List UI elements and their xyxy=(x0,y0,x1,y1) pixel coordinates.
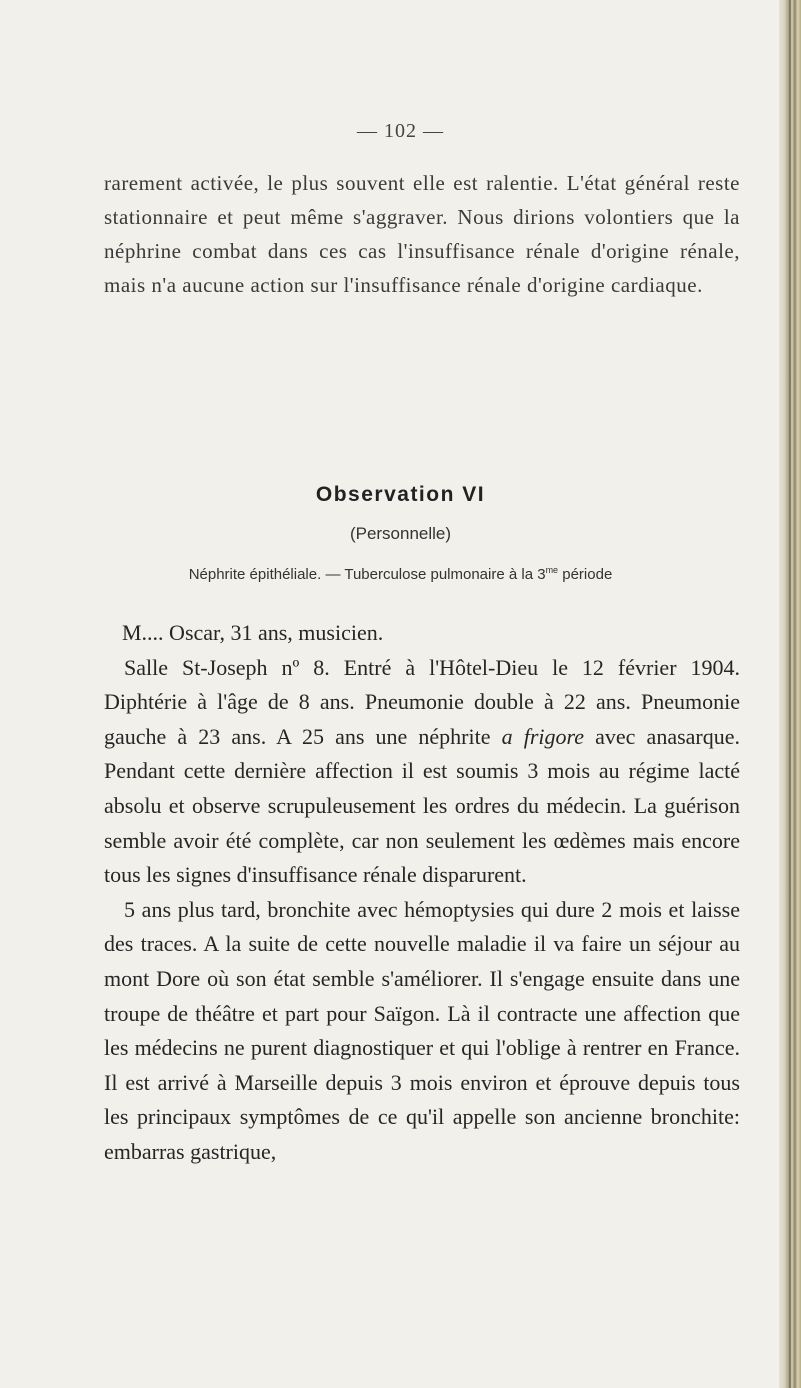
later-history-paragraph: 5 ans plus tard, bronchite avec hémoptysies qui dure 2 mois et laisse des traces. A la suite de cette nouvelle maladie il va faire un séjour au mont Dore où son état semble s'améliorer. Il s'engage ensuite dans une troupe de théâtre et part pour Saïgon. Là il contracte une affection que les médecins ne purent diagnostiquer et qui l'oblige à rentrer en France. Il est arrivé à Marseille depuis 3 mois environ et éprouve depuis tous les principaux symptômes de ce qu'il appelle son ancienne bronchite: embarras gastrique, xyxy=(104,896,740,1164)
continuation-paragraph: rarement activée, le plus souvent elle est ralentie. L'état général reste stationnaire et peut même s'aggraver. Nous dirions volontiers que la néphrine combat dans ces cas l'insuffisance rénale d'origine rénale, mais n'a aucune action sur l'insuffisance rénale d'origine cardiaque. xyxy=(104,171,740,297)
observation-subtitle: (Personnelle) xyxy=(349,524,452,543)
history-italic: a frigore xyxy=(501,723,585,749)
observation-diagnosis xyxy=(0,565,801,583)
patient-line: M.... Oscar, 31 ans, musicien. xyxy=(122,620,384,645)
diagnosis-ordinal: me xyxy=(545,565,559,575)
observation-title: Observation VI xyxy=(315,483,486,506)
history-paragraph xyxy=(104,651,740,893)
case-report xyxy=(104,616,740,1170)
diagnosis-text: Néphrite épithéliale. — Tuberculose pulmonaire à la 3 xyxy=(188,566,546,583)
history-text-2: avec anasarque. Pendant cette dernière affection il est soumis 3 mois au régime lacté absolu et observe scrupuleusement les ordres du médecin. La guérison semble avoir été complète, car non seulement les œdèmes mais encore tous les signes d'insuffisance rénale disparurent. xyxy=(104,723,740,888)
page-number: — 102 — xyxy=(357,120,444,142)
history-text-1: Salle St-Joseph nº 8. Entré à l'Hôtel-Dieu le 12 février 1904. Diphtérie à l'âge de 8 ans. Pneumonie double à 22 ans. Pneumonie gauche à 23 ans. A 25 ans une néphrite xyxy=(104,654,740,749)
page-edge-line xyxy=(789,0,791,1388)
diagnosis-period: période xyxy=(558,566,613,583)
